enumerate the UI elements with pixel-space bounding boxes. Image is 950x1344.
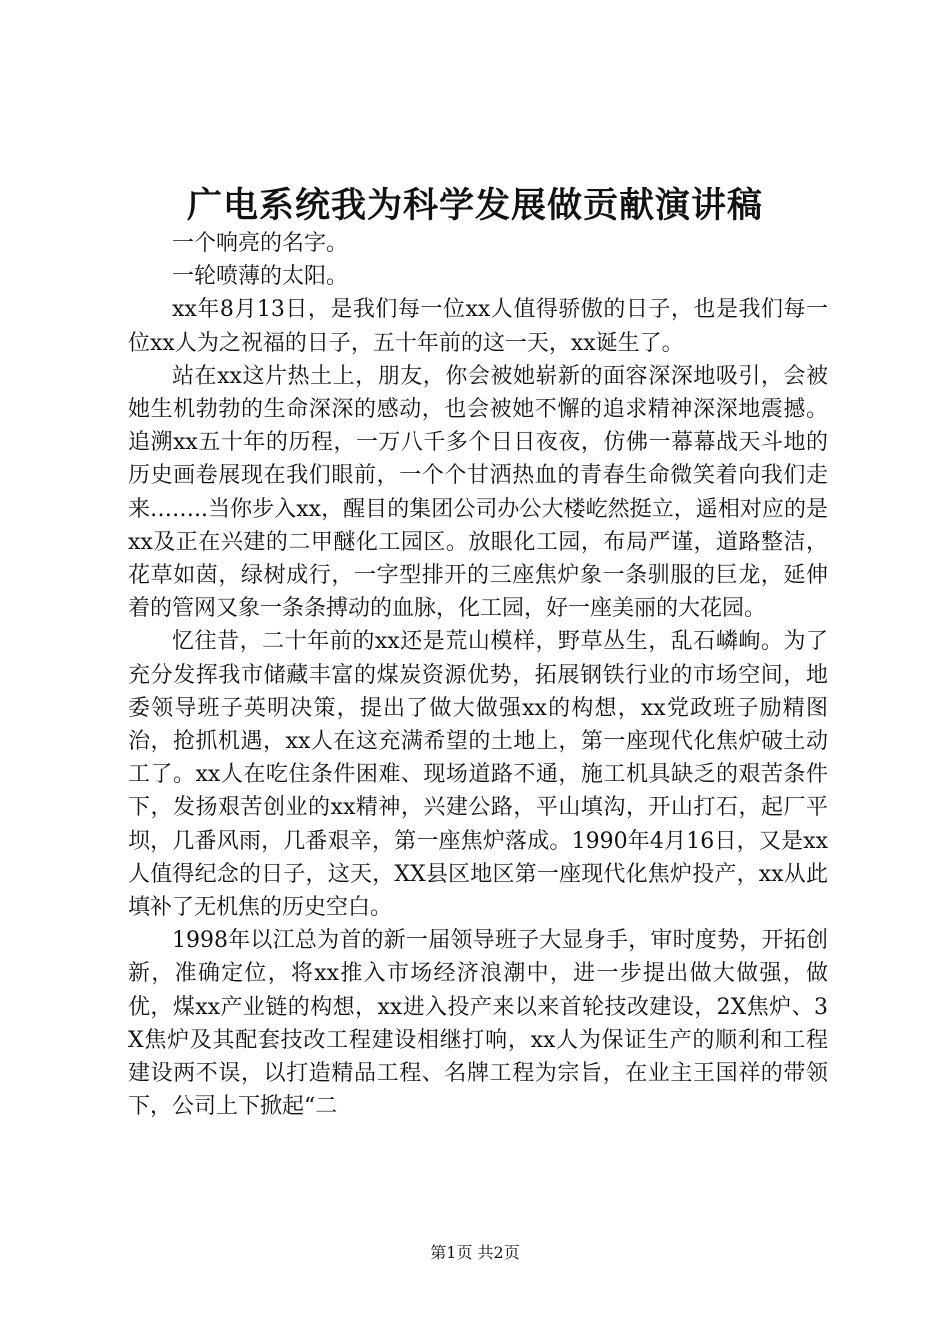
page-number-footer: 第1页 共2页 (430, 1243, 520, 1262)
paragraph: 站在xx这片热土上，朋友，你会被她崭新的面容深深地吸引，会被她生机勃勃的生命深深的感动，也会被她不懈的追求精神深深地震撼。追溯xx五十年的历程，一万八千多个日日夜夜，仿佛一幕幕战天斗地的历史画卷展现在我们眼前，一个个甘洒热血的青春生命微笑着向我们走来……..当你步入xx，醒目的集团公司办公大楼屹然挺立，遥相对应的是xx及正在兴建的二甲醚化工园区。放眼化工园，布局严谨，道路整洁，花草如茵，绿树成行，一字型排开的三座焦炉象一条驯服的巨龙，延伸着的管网又象一条条搏动的血脉，化工园，好一座美丽的大花园。 (128, 363, 828, 622)
paragraph: 一轮喷薄的太阳。 (172, 264, 349, 290)
paragraph: 忆往昔，二十年前的xx还是荒山模样，野草丛生，乱石嶙峋。为了充分发挥我市储藏丰富的煤炭资源优势，拓展钢铁行业的市场空间，地委领导班子英明决策，提出了做大做强xx的构想，xx党政班子励精图治，抢抓机遇，xx人在这充满希望的土地上，第一座现代化焦炉破土动工了。xx人在吃住条件困难、现场道路不通，施工机具缺乏的艰苦条件下，发扬艰苦创业的xx精神，兴建公路，平山填沟，开山打石，起厂平坝，几番风雨，几番艰辛，第一座焦炉落成。1990年4月16日，又是xx人值得纪念的日子，这天，XX县区地区第一座现代化焦炉投产，xx从此填补了无机焦的历史空白。 (128, 629, 828, 921)
page-title: 广电系统我为科学发展做贡献演讲稿 (186, 185, 763, 226)
paragraph: 一个响亮的名字。 (172, 231, 349, 256)
paragraph: xx年8月13日，是我们每一位xx人值得骄傲的日子，也是我们每一位xx人为之祝福的日子，五十年前的这一天，xx诞生了。 (128, 297, 828, 356)
document-body (128, 227, 828, 1123)
paragraph: 1998年以江总为首的新一届领导班子大显身手，审时度势，开拓创新，准确定位，将xx推入市场经济浪潮中，进一步提出做大做强，做优，煤xx产业链的构想，xx进入投产来以来首轮技改建设，2X焦炉、3X焦炉及其配套技改工程建设相继打响，xx人为保证生产的顺利和工程建设两不误，以打造精品工程、名牌工程为宗旨，在业主王国祥的带领下，公司上下掀起“二 (128, 928, 828, 1120)
